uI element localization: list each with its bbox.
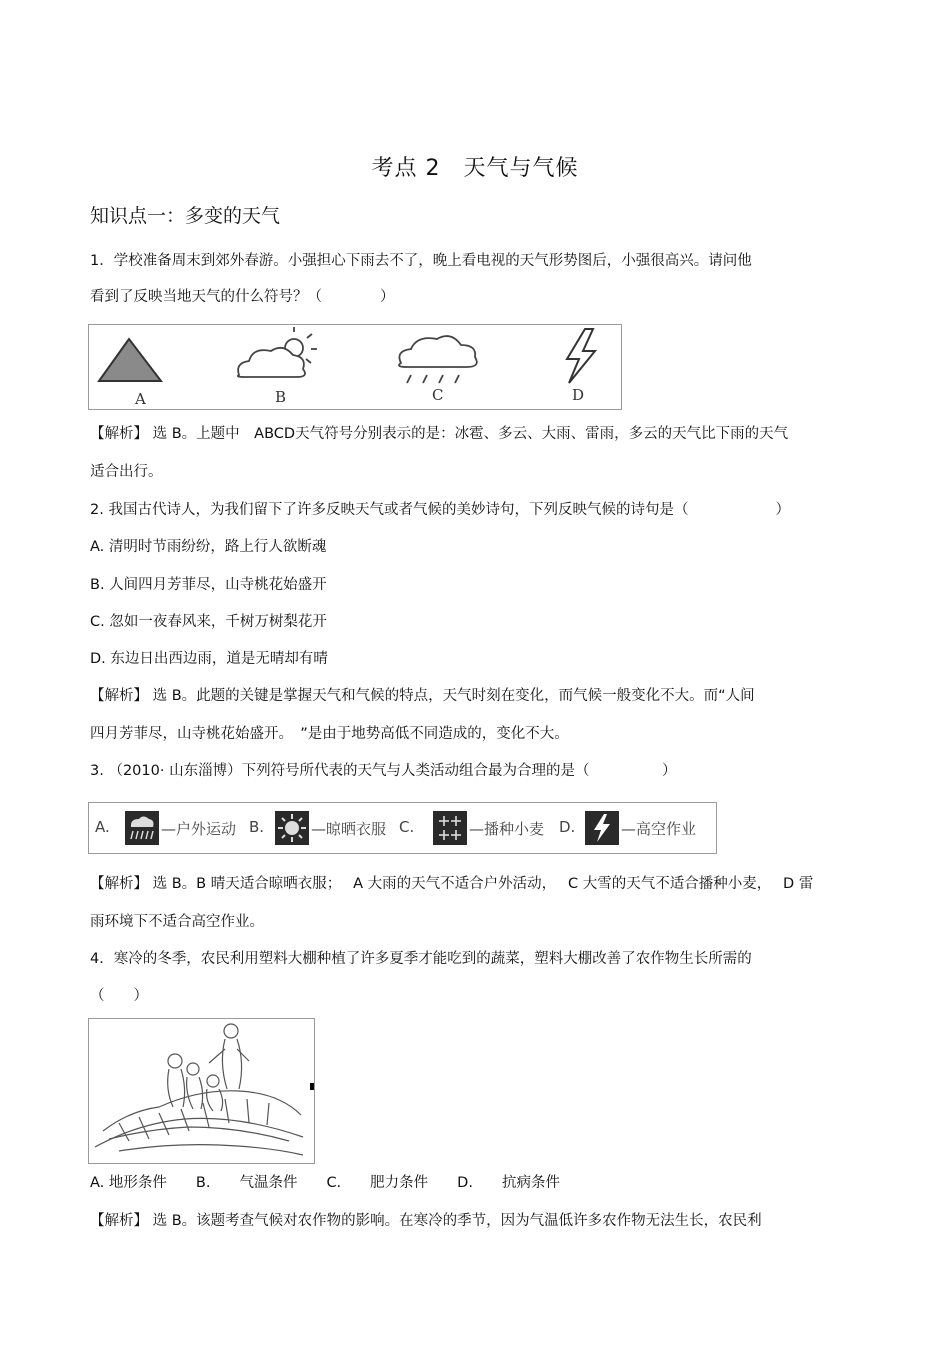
q2-stem: 2. 我国古代诗人，为我们留下了许多反映天气或者气候的美妙诗句，下列反映气候的诗句是（ ）	[90, 502, 790, 518]
hail-triangle-icon	[99, 339, 161, 381]
q1-option-label: B	[275, 388, 287, 406]
q4-answer-line1: 【解析】 选 B。该题考查气候对农作物的影响。在寒冷的季节，因为气温低许多农作物无法生长，农民利	[90, 1213, 762, 1229]
snow-icon	[433, 811, 467, 845]
q3-answer-line2: 雨环境下不适合高空作业。	[90, 914, 264, 930]
q1-stem-line2: 看到了反映当地天气的什么符号？（ ）	[90, 289, 395, 305]
sun-icon	[275, 811, 309, 845]
section-heading: 知识点一：多变的天气	[90, 205, 281, 227]
q1-option-label: C	[432, 386, 444, 404]
q1-weather-symbols-figure	[88, 324, 622, 410]
q2-option-d: D. 东边日出西边雨，道是无晴却有晴	[90, 651, 328, 667]
q3-strip-activity: —高空作业	[621, 820, 697, 838]
stray-mark	[310, 1083, 314, 1090]
q3-strip-activity: —户外运动	[161, 820, 237, 838]
lightning-icon	[585, 811, 619, 845]
page-title: 考点 2 天气与气候	[371, 156, 579, 181]
q3-strip-label: A.	[95, 818, 110, 836]
q4-options: A. 地形条件 B. 气温条件 C. 肥力条件 D. 抗病条件	[90, 1175, 560, 1191]
greenhouse-farmers-illustration	[88, 1018, 315, 1164]
q1-option-label: D	[572, 386, 585, 404]
q1-answer-line2: 适合出行。	[90, 464, 163, 480]
q4-stem-line1: 4．寒冷的冬季，农民利用塑料大棚种植了许多夏季才能吃到的蔬菜，塑料大棚改善了农作物生长所需的	[90, 951, 752, 967]
q3-strip-label: C.	[399, 818, 415, 836]
q3-stem: 3. （2010· 山东淄博）下列符号所代表的天气与人类活动组合最为合理的是（ ）	[90, 763, 677, 779]
partly-cloudy-icon	[238, 327, 317, 377]
q1-answer-line1: 【解析】 选 B。上题中 ABCD天气符号分别表示的是：冰雹、多云、大雨、雷雨，多云的天气比下雨的天气	[90, 426, 789, 442]
heavy-rain-icon	[125, 811, 159, 845]
q2-answer-line2: 四月芳菲尽，山寺桃花始盛开。 ”是由于地势高低不同造成的，变化不大。	[90, 726, 569, 742]
lightning-icon	[567, 329, 595, 383]
q2-option-a: A. 清明时节雨纷纷，路上行人欲断魂	[90, 539, 327, 555]
rain-cloud-icon	[399, 336, 477, 383]
q2-option-b: B. 人间四月芳菲尽，山寺桃花始盛开	[90, 577, 327, 593]
q1-stem-line1: 1．学校准备周末到郊外春游。小强担心下雨去不了，晚上看电视的天气形势图后，小强很高兴。请问他	[90, 253, 752, 269]
q1-option-label: A	[135, 390, 146, 408]
q3-strip-label: B.	[249, 818, 265, 836]
q2-answer-line1: 【解析】 选 B。此题的关键是掌握天气和气候的特点，天气时刻在变化，而气候一般变化不大。而“人间	[90, 688, 755, 704]
q3-strip-label: D.	[559, 818, 576, 836]
q3-strip-activity: —晾晒衣服	[311, 820, 387, 838]
q4-stem-line2: （ ）	[90, 988, 148, 1004]
q2-option-c: C. 忽如一夜春风来，千树万树梨花开	[90, 614, 327, 630]
q3-strip-activity: —播种小麦	[469, 820, 545, 838]
q3-symbol-activity-strip	[88, 802, 717, 854]
q3-answer-line1: 【解析】 选 B。B 晴天适合晾晒衣服； A 大雨的天气不适合户外活动， C 大雪的天气不适合播种小麦， D 雷	[90, 876, 814, 892]
